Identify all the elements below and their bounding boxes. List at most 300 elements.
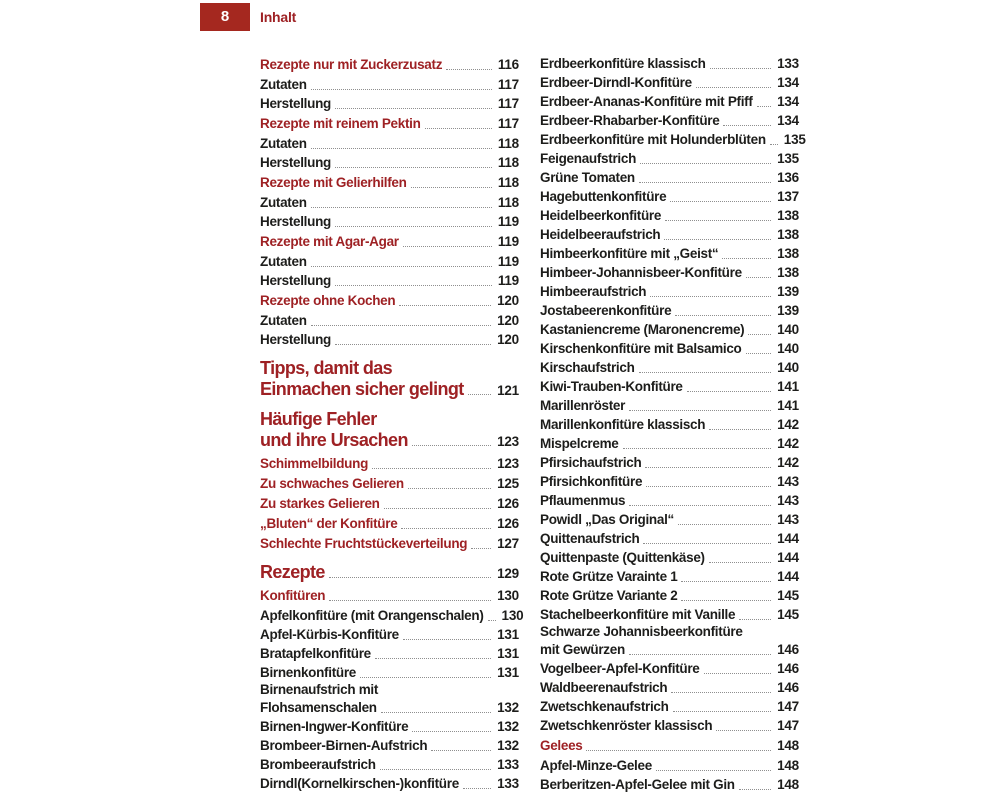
dotted-leader	[335, 108, 492, 109]
dotted-leader	[488, 620, 496, 621]
toc-entry[interactable]	[260, 173, 519, 192]
dotted-leader	[678, 524, 771, 525]
toc-entry-page-number: 141	[777, 379, 799, 394]
toc-entry-page-number: 145	[777, 588, 799, 603]
toc-entry[interactable]	[540, 510, 799, 529]
toc-entry-line	[260, 736, 519, 755]
toc-entry-label: Rezepte	[260, 562, 325, 582]
toc-entry-page-number: 133	[497, 776, 519, 791]
toc-entry[interactable]	[260, 212, 519, 231]
toc-entry-line	[540, 736, 799, 755]
toc-entry-page-number: 123	[497, 434, 519, 449]
dotted-leader	[425, 128, 492, 129]
toc-entry[interactable]	[260, 736, 519, 755]
toc-entry[interactable]	[260, 606, 524, 625]
toc-entry-page-number: 140	[777, 322, 799, 337]
toc-entry-label: Zu schwaches Gelieren	[260, 476, 404, 491]
toc-entry-label: Stachelbeerkonfitüre mit Vanille	[540, 607, 736, 622]
toc-entry-label: Birnen-Ingwer-Konfitüre	[260, 719, 409, 734]
toc-entry[interactable]	[540, 396, 799, 415]
dotted-leader	[629, 654, 771, 655]
toc-entry-label: Heidelbeerkonfitüre	[540, 208, 662, 223]
toc-entry-label: mit Gewürzen	[540, 642, 625, 657]
toc-entry-page-number: 138	[777, 227, 799, 242]
dotted-leader	[646, 486, 771, 487]
toc-entry[interactable]	[540, 529, 799, 548]
toc-entry-page-number: 133	[777, 56, 799, 71]
toc-entry-line	[540, 453, 799, 472]
dotted-leader	[412, 445, 491, 446]
toc-entry-label: Zutaten	[260, 313, 307, 328]
dotted-leader	[709, 429, 771, 430]
toc-entry-label: Zu starkes Gelieren	[260, 496, 380, 511]
toc-entry[interactable]	[260, 271, 519, 290]
toc-entry-line	[540, 225, 799, 244]
toc-entry-page-number: 121	[497, 383, 519, 398]
toc-entry-label: Zutaten	[260, 195, 307, 210]
dotted-leader	[739, 619, 771, 620]
toc-entry-label: Zutaten	[260, 136, 307, 151]
dotted-leader	[401, 528, 491, 529]
dotted-leader	[650, 296, 771, 297]
toc-entry-label: Gelees	[540, 738, 583, 753]
toc-entry-line	[540, 168, 799, 187]
toc-entry-label: Apfel-Minze-Gelee	[540, 758, 652, 773]
dotted-leader	[335, 344, 491, 345]
toc-entry-line	[260, 94, 519, 113]
dotted-leader	[311, 89, 492, 90]
dotted-leader	[471, 548, 491, 549]
toc-entry[interactable]	[540, 453, 799, 472]
toc-entry-page-number: 143	[777, 474, 799, 489]
toc-entry-line	[540, 756, 799, 775]
toc-entry-label: Mispelcreme	[540, 436, 619, 451]
toc-entry-page-number: 117	[497, 116, 519, 131]
dotted-leader	[446, 69, 492, 70]
toc-entry[interactable]	[540, 491, 799, 510]
toc-entry-line	[540, 339, 799, 358]
dotted-leader	[696, 87, 771, 88]
toc-entry-page-number: 137	[777, 189, 799, 204]
toc-entry-label: Kiwi-Trauben-Konfitüre	[540, 379, 683, 394]
toc-entry-page-number: 119	[497, 254, 519, 269]
toc-entry-page-number: 144	[777, 550, 799, 565]
toc-entry-line	[540, 206, 799, 225]
toc-entry-page-number: 120	[497, 293, 519, 308]
toc-entry[interactable]	[540, 54, 799, 73]
toc-entry[interactable]	[540, 225, 799, 244]
toc-entry-line	[540, 491, 799, 510]
toc-entry-line	[540, 377, 799, 396]
dotted-leader	[623, 448, 772, 449]
dotted-leader	[656, 770, 771, 771]
toc-entry-label: Apfel-Kürbis-Konfitüre	[260, 627, 399, 642]
toc-entry-line	[540, 775, 799, 794]
toc-entry-line	[540, 586, 799, 605]
toc-entry[interactable]	[540, 434, 799, 453]
toc-entry-line	[540, 54, 799, 73]
dotted-leader	[739, 789, 771, 790]
dotted-leader	[746, 353, 772, 354]
toc-entry[interactable]	[260, 586, 519, 605]
toc-entry-label: Hagebuttenkonfitüre	[540, 189, 667, 204]
toc-entry-label: Marillenkonfitüre klassisch	[540, 417, 706, 432]
dotted-leader	[403, 246, 492, 247]
toc-entry[interactable]	[540, 756, 799, 775]
toc-entry-page-number: 117	[497, 96, 519, 111]
dotted-leader	[381, 712, 491, 713]
toc-entry[interactable]	[260, 193, 519, 212]
toc-entry-line	[260, 698, 519, 717]
toc-entry-line	[260, 494, 519, 513]
toc-entry-label-line1: Häufige Fehler	[260, 409, 377, 429]
toc-entry-line	[540, 678, 799, 697]
toc-entry[interactable]	[260, 311, 519, 330]
toc-entry[interactable]	[540, 282, 799, 301]
dotted-leader	[681, 600, 771, 601]
dotted-leader	[639, 182, 771, 183]
toc-entry-page-number: 118	[497, 155, 519, 170]
toc-entry-line	[260, 114, 519, 133]
toc-entry[interactable]	[540, 678, 799, 697]
toc-entry[interactable]	[260, 153, 519, 172]
toc-entry-page-number: 147	[777, 699, 799, 714]
toc-entry-label: Brombeeraufstrich	[260, 757, 376, 772]
toc-entry-label: Marillenröster	[540, 398, 626, 413]
toc-entry-page-number: 117	[497, 77, 519, 92]
dotted-leader	[748, 334, 771, 335]
toc-entry-line	[260, 534, 519, 553]
toc-entry-label: Himbeer-Johannisbeer-Konfitüre	[540, 265, 742, 280]
toc-entry-line	[540, 282, 799, 301]
toc-entry[interactable]	[540, 415, 799, 434]
toc-entry[interactable]	[540, 624, 799, 659]
toc-entry-page-number: 119	[497, 214, 519, 229]
toc-entry[interactable]	[540, 168, 799, 187]
toc-entry[interactable]	[260, 330, 519, 349]
toc-entry-page-number: 130	[497, 588, 519, 603]
toc-entry-page-number: 135	[777, 151, 799, 166]
toc-entry[interactable]	[260, 358, 519, 400]
toc-entry-label: Feigenaufstrich	[540, 151, 637, 166]
toc-entry[interactable]	[260, 409, 519, 451]
toc-entry-line	[540, 301, 799, 320]
toc-entry-page-number: 144	[777, 569, 799, 584]
toc-entry-line	[540, 130, 806, 149]
dotted-leader	[671, 692, 771, 693]
toc-entry[interactable]	[260, 682, 519, 717]
toc-column-left	[260, 54, 524, 793]
toc-entry-page-number: 118	[497, 195, 519, 210]
toc-entry-page-number: 138	[777, 265, 799, 280]
toc-entry[interactable]	[540, 130, 806, 149]
dotted-leader	[335, 167, 492, 168]
toc-entry-line	[260, 644, 519, 663]
toc-entry[interactable]	[540, 339, 799, 358]
toc-entry[interactable]	[540, 775, 799, 794]
toc-entry-line	[260, 153, 519, 172]
dotted-leader	[757, 106, 771, 107]
dotted-leader	[716, 730, 771, 731]
dotted-leader	[329, 577, 491, 578]
toc-entry-page-number: 133	[497, 757, 519, 772]
toc-entry[interactable]	[540, 244, 799, 263]
toc-entry[interactable]	[540, 605, 799, 624]
toc-entry[interactable]	[540, 358, 799, 377]
toc-entry-page-number: 131	[497, 665, 519, 680]
toc-entry-label: Herstellung	[260, 273, 331, 288]
toc-entry-line	[260, 330, 519, 349]
toc-entry-label: Himbeeraufstrich	[540, 284, 647, 299]
toc-entry[interactable]	[260, 134, 519, 153]
dotted-leader	[746, 277, 771, 278]
dotted-leader	[687, 391, 771, 392]
toc-entry[interactable]	[540, 301, 799, 320]
toc-entry-label: Birnenkonfitüre	[260, 665, 357, 680]
toc-entry-label: Rezepte mit Agar-Agar	[260, 234, 399, 249]
toc-entry-line	[260, 55, 519, 74]
toc-entry-label: Zutaten	[260, 77, 307, 92]
dotted-leader	[770, 144, 778, 145]
toc-entry[interactable]	[260, 534, 519, 553]
toc-entry-page-number: 125	[497, 476, 519, 491]
toc-entry-line	[540, 415, 799, 434]
toc-entry-label: Erdbeerkonfitüre mit Holunderblüten	[540, 132, 766, 147]
toc-entry-label: Herstellung	[260, 214, 331, 229]
toc-entry-line	[540, 244, 799, 263]
toc-entry[interactable]	[540, 206, 799, 225]
toc-entry[interactable]	[540, 586, 799, 605]
toc-entry-line	[260, 625, 519, 644]
toc-entry-label: Rezepte mit Gelierhilfen	[260, 175, 407, 190]
toc-entry-label: Rote Grütze Variante 2	[540, 588, 678, 603]
toc-entry-line	[260, 311, 519, 330]
dotted-leader	[335, 226, 492, 227]
toc-entry[interactable]	[260, 114, 519, 133]
toc-entry[interactable]	[540, 472, 799, 491]
toc-entry-page-number: 142	[777, 436, 799, 451]
toc-column-right	[540, 54, 806, 794]
toc-entry[interactable]	[540, 659, 799, 678]
dotted-leader	[384, 508, 491, 509]
toc-entry-line	[540, 92, 799, 111]
toc-entry-page-number: 127	[497, 536, 519, 551]
toc-entry[interactable]	[260, 75, 519, 94]
toc-entry[interactable]	[260, 55, 519, 74]
dotted-leader	[408, 488, 491, 489]
toc-entry-label: „Bluten“ der Konfitüre	[260, 516, 398, 531]
toc-entry-page-number: 141	[777, 398, 799, 413]
toc-entry[interactable]	[260, 514, 519, 533]
toc-entry-line	[540, 567, 799, 586]
toc-entry-label-line1: Schwarze Johannisbeerkonfitüre	[540, 624, 743, 639]
toc-entry[interactable]	[260, 663, 519, 682]
dotted-leader	[645, 467, 771, 468]
toc-entry-line	[540, 472, 799, 491]
toc-entry-line	[260, 430, 519, 451]
toc-entry-label: Erdbeer-Dirndl-Konfitüre	[540, 75, 692, 90]
toc-entry-page-number: 143	[777, 493, 799, 508]
toc-entry-page-number: 118	[497, 175, 519, 190]
toc-entry[interactable]	[260, 644, 519, 663]
dotted-leader	[710, 68, 772, 69]
toc-entry-label: Quittenaufstrich	[540, 531, 640, 546]
toc-entry[interactable]	[540, 736, 799, 755]
toc-entry-label: Vogelbeer-Apfel-Konfitüre	[540, 661, 700, 676]
toc-entry-label: Herstellung	[260, 332, 331, 347]
toc-entry-label: Schlechte Fruchtstückeverteilung	[260, 536, 468, 551]
toc-entry-line	[540, 73, 799, 92]
toc-entry-label: Heidelbeeraufstrich	[540, 227, 661, 242]
toc-entry-line	[260, 755, 519, 774]
toc-entry-label: Erdbeer-Rhabarber-Konfitüre	[540, 113, 720, 128]
toc-entry-line	[260, 663, 519, 682]
toc-entry-line	[540, 529, 799, 548]
dotted-leader	[399, 305, 491, 306]
dotted-leader	[639, 372, 772, 373]
toc-entry-page-number: 145	[777, 607, 799, 622]
toc-entry-line	[540, 149, 799, 168]
toc-entry-page-number: 146	[777, 642, 799, 657]
page-title: Inhalt	[260, 9, 297, 25]
toc-entry-line	[540, 263, 799, 282]
dotted-leader	[643, 543, 771, 544]
toc-entry-label: Quittenpaste (Quittenkäse)	[540, 550, 705, 565]
toc-entry-label: Zwetschkenröster klassisch	[540, 718, 713, 733]
dotted-leader	[311, 207, 492, 208]
toc-entry-line	[260, 514, 519, 533]
dotted-leader	[664, 239, 771, 240]
toc-entry-line	[260, 75, 519, 94]
toc-entry-page-number: 119	[497, 234, 519, 249]
toc-entry-label-line1: Tipps, damit das	[260, 358, 393, 378]
toc-entry-page-number: 140	[777, 360, 799, 375]
toc-entry[interactable]	[260, 474, 519, 493]
toc-entry[interactable]	[540, 92, 799, 111]
toc-entry-label: Einmachen sicher gelingt	[260, 379, 464, 399]
page-number: 8	[220, 8, 230, 25]
toc-entry[interactable]	[540, 187, 799, 206]
toc-entry-page-number: 132	[497, 700, 519, 715]
toc-entry-line	[260, 212, 519, 231]
toc-entry-line	[260, 232, 519, 251]
toc-entry-line	[260, 193, 519, 212]
dotted-leader	[670, 201, 771, 202]
toc-entry-page-number: 138	[777, 246, 799, 261]
toc-entry[interactable]	[540, 149, 799, 168]
dotted-leader	[640, 163, 771, 164]
toc-entry-page-number: 134	[777, 75, 799, 90]
dotted-leader	[709, 562, 771, 563]
toc-entry[interactable]	[540, 111, 799, 130]
dotted-leader	[412, 731, 491, 732]
dotted-leader	[360, 677, 491, 678]
toc-entry-label: Kastaniencreme (Maronencreme)	[540, 322, 745, 337]
toc-entry-label: Powidl „Das Original“	[540, 512, 674, 527]
toc-entry-label: Flohsamenschalen	[260, 700, 377, 715]
toc-entry-page-number: 126	[497, 516, 519, 531]
toc-entry-line	[260, 252, 519, 271]
dotted-leader	[722, 258, 771, 259]
toc-entry-label: Erdbeer-Ananas-Konfitüre mit Pfiff	[540, 94, 753, 109]
toc-entry-page-number: 116	[497, 57, 519, 72]
toc-entry[interactable]	[260, 291, 519, 310]
dotted-leader	[411, 187, 492, 188]
toc-entry-label: Rezepte mit reinem Pektin	[260, 116, 421, 131]
toc-entry[interactable]	[260, 94, 519, 113]
toc-entry[interactable]	[260, 625, 519, 644]
dotted-leader	[403, 639, 491, 640]
toc-entry[interactable]	[540, 73, 799, 92]
toc-entry[interactable]	[540, 320, 799, 339]
toc-entry[interactable]	[260, 252, 519, 271]
toc-entry-page-number: 139	[777, 284, 799, 299]
toc-entry-line	[260, 454, 519, 473]
toc-entry[interactable]	[260, 717, 519, 736]
toc-entry-line	[540, 605, 799, 624]
toc-entry-page-number: 132	[497, 719, 519, 734]
toc-entry-line	[540, 320, 799, 339]
toc-entry-page-number: 129	[497, 566, 519, 581]
toc-entry[interactable]	[260, 454, 519, 473]
toc-entry-page-number: 131	[497, 627, 519, 642]
toc-entry-page-number: 148	[777, 777, 799, 792]
toc-entry-line	[260, 586, 519, 605]
toc-entry-page-number: 118	[497, 136, 519, 151]
dotted-leader	[468, 394, 491, 395]
toc-entry[interactable]	[260, 232, 519, 251]
toc-entry-line	[260, 291, 519, 310]
toc-entry[interactable]	[260, 562, 519, 583]
toc-entry-label: Herstellung	[260, 96, 331, 111]
toc-entry-page-number: 131	[497, 646, 519, 661]
toc-entry-line	[540, 640, 799, 659]
toc-entry[interactable]	[540, 567, 799, 586]
toc-entry-label: Schimmelbildung	[260, 456, 369, 471]
dotted-leader	[586, 750, 771, 751]
toc-entry[interactable]	[260, 774, 519, 793]
dotted-leader	[329, 600, 491, 601]
toc-entry-line	[540, 358, 799, 377]
toc-entry-line	[540, 187, 799, 206]
toc-entry-line	[540, 396, 799, 415]
dotted-leader	[704, 673, 772, 674]
toc-entry-line	[260, 173, 519, 192]
toc-entry-label: Grüne Tomaten	[540, 170, 635, 185]
toc-entry[interactable]	[540, 716, 799, 735]
toc-entry-line	[260, 271, 519, 290]
toc-entry[interactable]	[540, 377, 799, 396]
dotted-leader	[311, 325, 491, 326]
toc-entry-page-number: 144	[777, 531, 799, 546]
toc-entry[interactable]	[540, 548, 799, 567]
toc-entry-label: Kirschenkonfitüre mit Balsamico	[540, 341, 742, 356]
toc-entry[interactable]	[540, 697, 799, 716]
dotted-leader	[335, 285, 492, 286]
toc-entry[interactable]	[260, 755, 519, 774]
toc-entry[interactable]	[540, 263, 799, 282]
toc-entry-page-number: 132	[497, 738, 519, 753]
dotted-leader	[681, 581, 771, 582]
toc-entry-label: Rote Grütze Varainte 1	[540, 569, 678, 584]
toc-entry-page-number: 135	[783, 132, 806, 147]
toc-entry-label: Rezepte nur mit Zuckerzusatz	[260, 57, 443, 72]
toc-entry[interactable]	[260, 494, 519, 513]
toc-entry-label: Apfelkonfitüre (mit Orangenschalen)	[260, 608, 484, 623]
dotted-leader	[629, 410, 771, 411]
toc-entry-line	[540, 716, 799, 735]
toc-entry-line	[260, 474, 519, 493]
